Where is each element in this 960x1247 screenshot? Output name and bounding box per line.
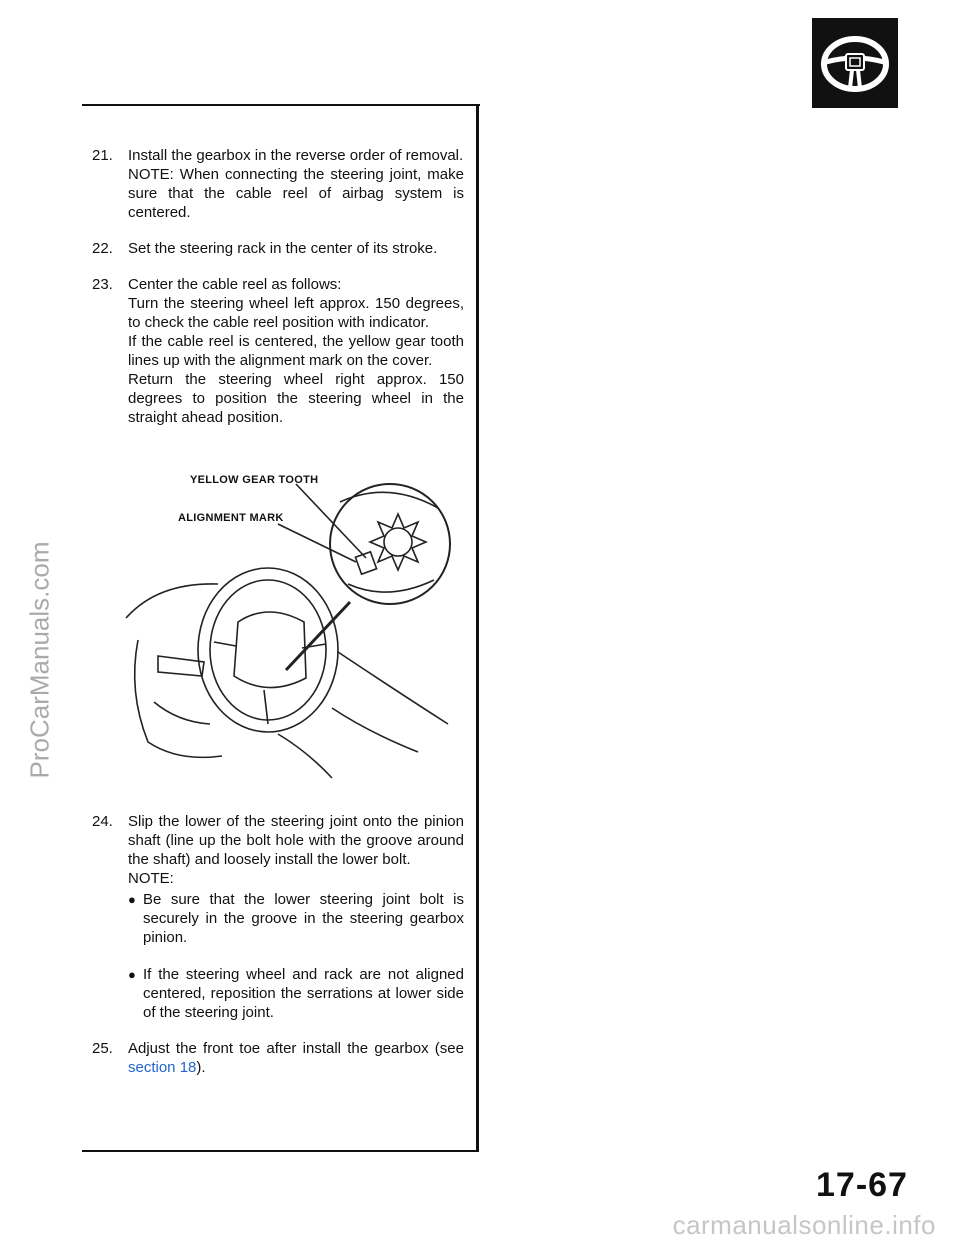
- bullet-text: Be sure that the lower steering joint bolt is securely in the groove in the steering gearbox pinion.: [143, 891, 464, 946]
- steering-wheel-icon: [812, 18, 898, 108]
- step-line: Turn the steering wheel left approx. 150 degrees, to check the cable reel position with indicator.: [128, 295, 464, 331]
- step-number: 22.: [92, 240, 113, 257]
- step-text: Center the cable reel as follows:: [128, 276, 342, 293]
- step-note-label: NOTE:: [128, 870, 174, 887]
- step-text-before: Adjust the front toe after install the gearbox (see: [128, 1040, 464, 1057]
- frame-top-rule: [82, 104, 480, 106]
- bullet-dot-icon: ●: [128, 967, 136, 982]
- note-bullet: [128, 890, 464, 947]
- bullet-text: If the steering wheel and rack are not aligned centered, reposition the serrations at lower side of the steering joint.: [143, 966, 464, 1021]
- step-number: 21.: [92, 147, 113, 164]
- step-number: 23.: [92, 276, 113, 293]
- bullet-dot-icon: ●: [128, 892, 136, 907]
- step-line: Return the steering wheel right approx. 150 degrees to position the steering wheel in the straight ahead position.: [128, 371, 464, 426]
- note-bullet: [128, 965, 464, 1022]
- step-number: 25.: [92, 1040, 113, 1057]
- step-body: [128, 146, 464, 222]
- step-21: [92, 146, 464, 222]
- step-22: [92, 239, 464, 258]
- step-body: [128, 239, 464, 258]
- section-icon-box: [812, 18, 898, 108]
- step-number: 24.: [92, 813, 113, 830]
- label-alignment-mark: ALIGNMENT MARK: [178, 512, 284, 524]
- watermark-bottom: carmanualsonline.info: [672, 1210, 936, 1240]
- watermark-left-text: ProCarManuals.com: [24, 541, 55, 779]
- frame-bottom-rule: [82, 1150, 479, 1152]
- steering-wheel-illustration: [118, 462, 478, 792]
- step-body: [128, 1039, 464, 1077]
- step-text-after: ).: [196, 1059, 206, 1076]
- section-18-link[interactable]: section 18: [128, 1059, 197, 1076]
- step-25: [92, 1039, 464, 1077]
- step-text: Slip the lower of the steering joint onto the pinion shaft (line up the bolt hole with the groove around the shaft) and loosely install the lower bolt.: [128, 813, 464, 868]
- steering-wheel-figure: [118, 462, 478, 792]
- step-line: If the cable reel is centered, the yellow gear tooth lines up with the alignment mark on the cover.: [128, 333, 464, 369]
- step-body: [128, 812, 464, 1022]
- page-number: 17-67: [816, 1166, 908, 1204]
- step-text: Install the gearbox in the reverse order of removal.: [128, 147, 464, 164]
- step-24: [92, 812, 464, 1022]
- step-note: NOTE: When connecting the steering joint, make sure that the cable reel of airbag system is centered.: [128, 166, 464, 221]
- watermark-left: [8, 520, 72, 800]
- label-yellow-gear-tooth: YELLOW GEAR TOOTH: [190, 474, 319, 486]
- step-23: [92, 275, 464, 427]
- step-body: [128, 275, 464, 427]
- step-text: [128, 1039, 464, 1077]
- step-text: Set the steering rack in the center of its stroke.: [128, 240, 438, 257]
